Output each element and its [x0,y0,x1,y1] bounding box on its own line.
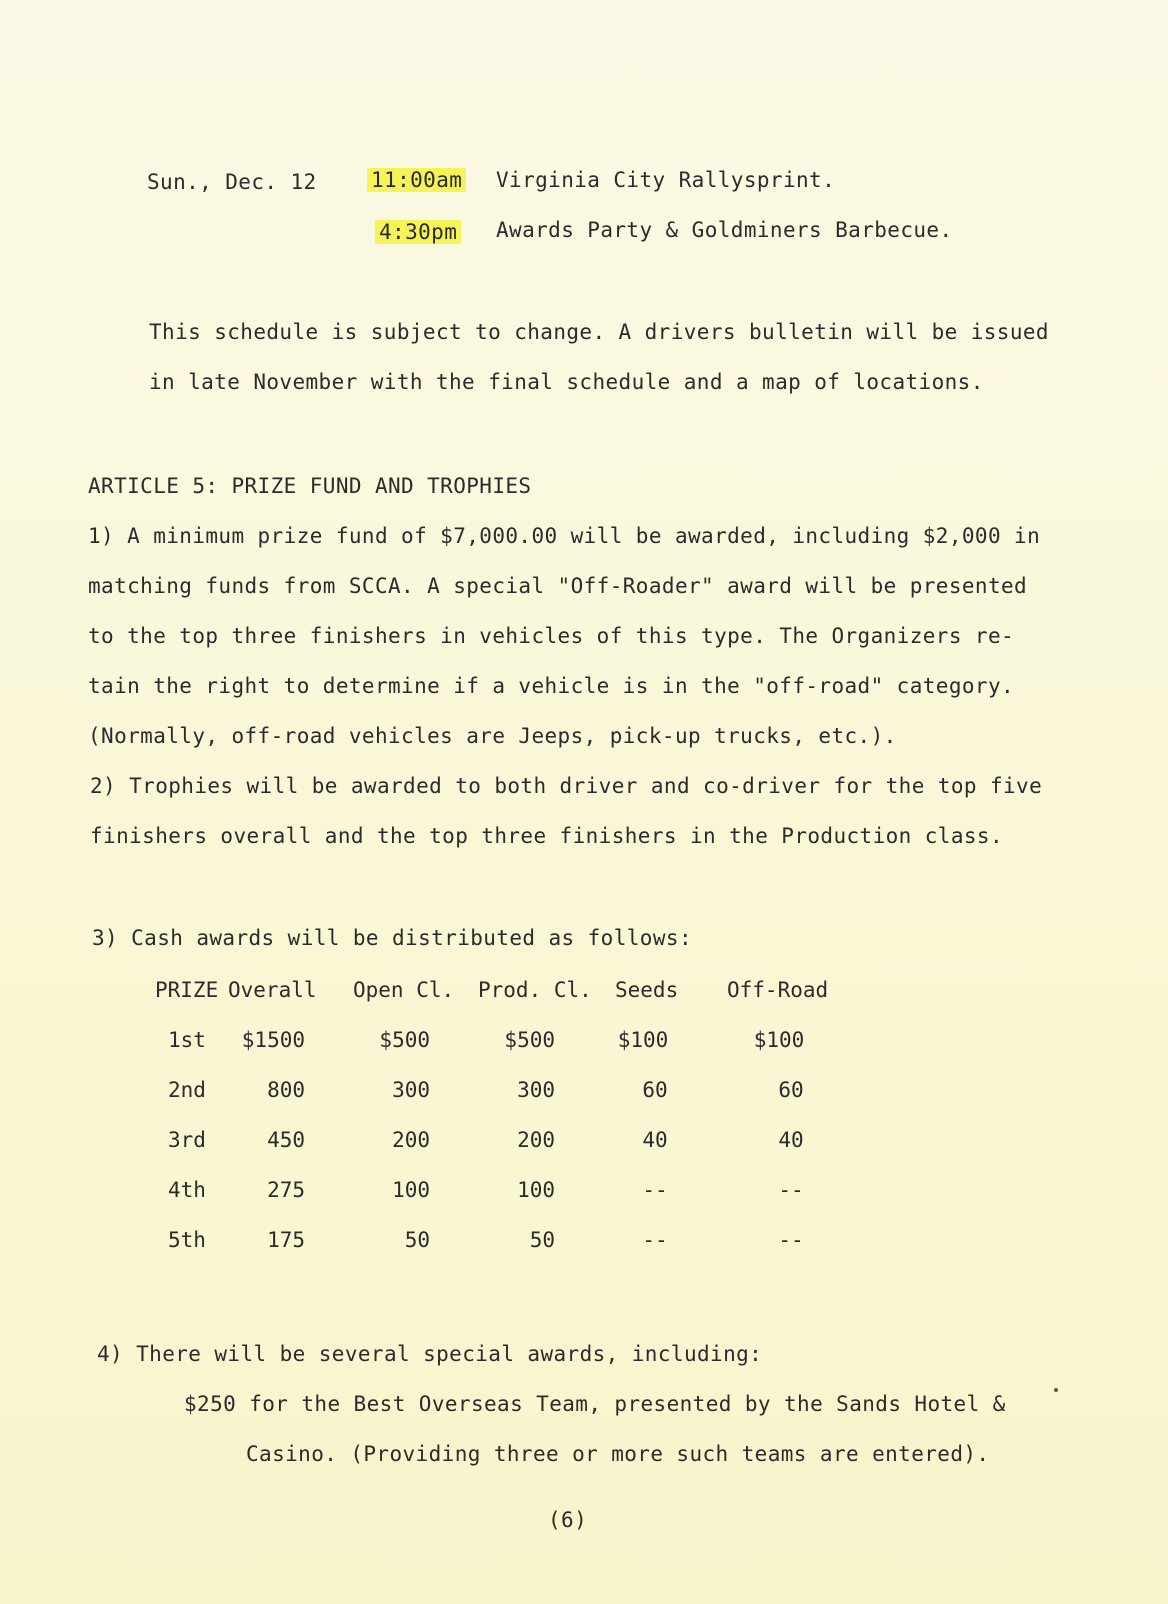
para1-line-4: tain the right to determine if a vehicle is in the "off-road" category. [88,674,1015,698]
cash-awards-intro: 3) Cash awards will be distributed as follows: [92,926,692,950]
para1-line-1: 1) A minimum prize fund of $7,000.00 will be awarded, including $2,000 in [88,524,1041,548]
table-cell: 300 [392,1078,430,1102]
table-cell: $100 [753,1028,805,1052]
event-time-2: 4:30pm [375,220,461,244]
event-desc-1: Virginia City Rallysprint. [496,168,836,192]
table-cell: -- [642,1228,668,1252]
table-header-open: Open Cl. [353,978,455,1002]
table-cell: 800 [267,1078,305,1102]
special-award-line-1: $250 for the Best Overseas Team, presented by the Sands Hotel & [184,1392,1006,1416]
event-time-1: 11:00am [367,168,466,192]
schedule-note-line-1: This schedule is subject to change. A drivers bulletin will be issued [149,320,1049,344]
table-cell: 100 [517,1178,555,1202]
table-cell: $100 [617,1028,669,1052]
speck-mark [1054,1388,1058,1392]
table-cell: 450 [267,1128,305,1152]
event-desc-2: Awards Party & Goldminers Barbecue. [496,218,953,242]
page-number: (6) [548,1508,588,1532]
table-cell: 300 [517,1078,555,1102]
table-cell: 50 [404,1228,430,1252]
table-cell: 50 [529,1228,555,1252]
table-cell: 275 [267,1178,305,1202]
table-header-seeds: Seeds [615,978,679,1002]
table-cell: 60 [642,1078,668,1102]
table-header-prize: PRIZE [155,978,219,1002]
table-header-prod: Prod. Cl. [478,978,592,1002]
para1-line-5: (Normally, off-road vehicles are Jeeps, pick-up trucks, etc.). [88,724,897,748]
table-cell: 100 [392,1178,430,1202]
para1-line-3: to the top three finishers in vehicles of this type. The Organizers re- [88,624,1015,648]
schedule-note-line-2: in late November with the final schedule and a map of locations. [149,370,984,394]
table-cell: -- [778,1228,804,1252]
table-cell: -- [778,1178,804,1202]
table-cell: 200 [517,1128,555,1152]
table-cell: 200 [392,1128,430,1152]
table-cell: $1500 [241,1028,305,1052]
para2-line-1: 2) Trophies will be awarded to both driver and co-driver for the top five [90,774,1043,798]
table-header-offroad: Off-Road [727,978,829,1002]
schedule-day: Sun., Dec. 12 [147,170,317,194]
special-awards-intro: 4) There will be several special awards, including: [97,1342,763,1366]
table-cell: $500 [504,1028,555,1052]
special-award-line-2: Casino. (Providing three or more such teams are entered). [246,1442,990,1466]
table-cell: 5th [168,1228,206,1252]
table-header-overall: Overall [228,978,317,1002]
table-cell: 40 [778,1128,804,1152]
table-cell: 2nd [168,1078,206,1102]
para1-line-2: matching funds from SCCA. A special "Off-Roader" award will be presented [88,574,1028,598]
article-heading: ARTICLE 5: PRIZE FUND AND TROPHIES [88,474,532,498]
table-cell: 175 [267,1228,305,1252]
table-cell: $500 [379,1028,430,1052]
table-cell: 40 [642,1128,668,1152]
table-cell: 60 [778,1078,804,1102]
table-cell: -- [642,1178,668,1202]
table-cell: 3rd [168,1128,206,1152]
table-cell: 1st [168,1028,206,1052]
para2-line-2: finishers overall and the top three finishers in the Production class. [90,824,1004,848]
table-cell: 4th [168,1178,206,1202]
